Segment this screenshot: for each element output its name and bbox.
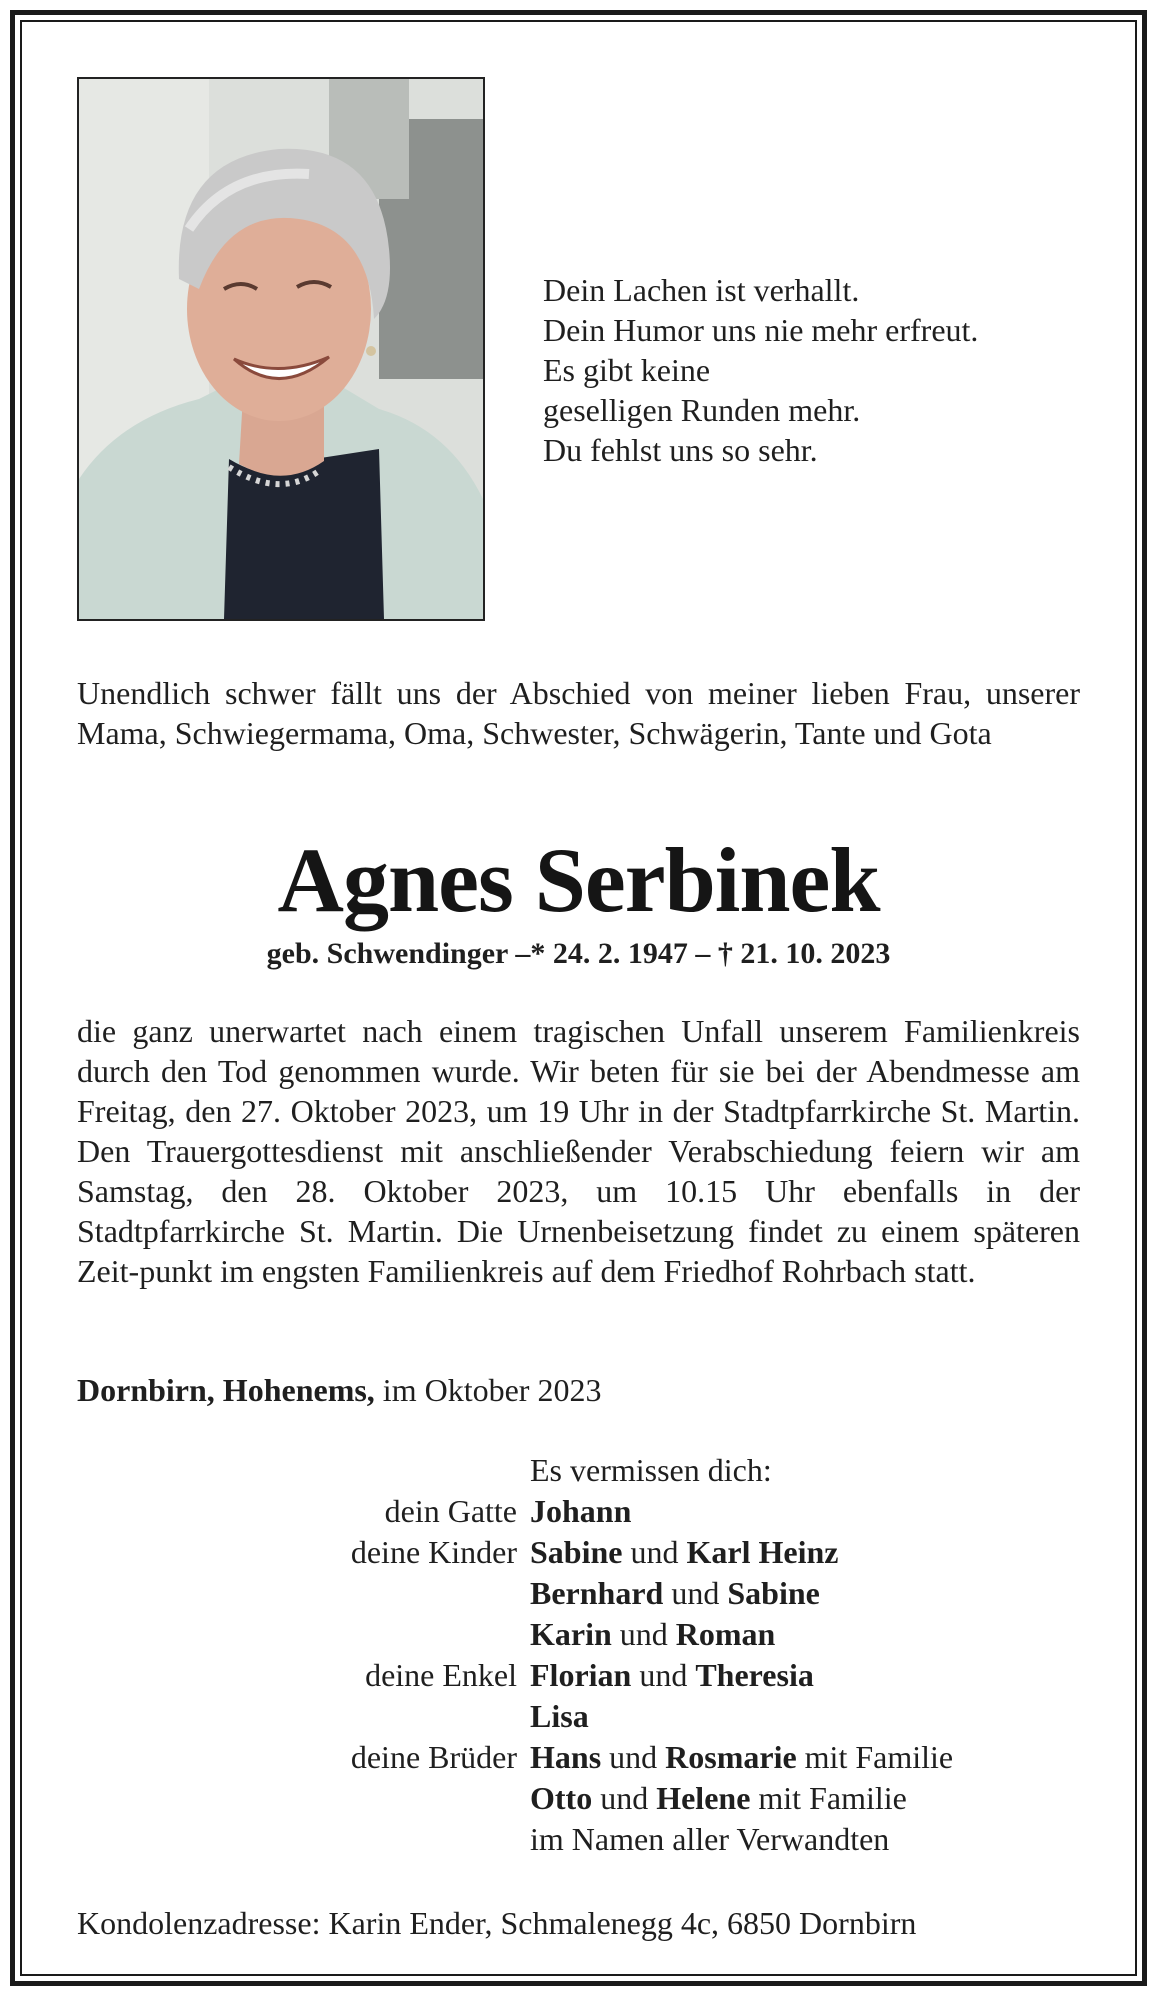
memorial-poem — [543, 270, 1103, 470]
mourner-role — [77, 1696, 530, 1737]
mourners-list — [77, 1450, 1080, 1860]
mourner-name: Lisa — [530, 1698, 589, 1734]
mourner-conjunction: und — [592, 1780, 657, 1816]
mourner-suffix: mit Familie — [796, 1739, 954, 1775]
mourner-conjunction: und — [601, 1739, 666, 1775]
mourner-row — [77, 1532, 1080, 1573]
mourner-role: deine Kinder — [350, 1534, 517, 1570]
mourner-name: Karl Heinz — [686, 1534, 839, 1570]
mourner-role: deine Brüder — [350, 1739, 517, 1775]
poem-line: Dein Humor uns nie mehr erfreut. — [543, 312, 979, 348]
mourner-row — [77, 1491, 1080, 1532]
mourner-names — [530, 1696, 1080, 1737]
mourner-suffix: mit Familie — [750, 1780, 907, 1816]
mourner-name: Bernhard — [530, 1575, 664, 1611]
mourner-name: Sabine — [530, 1534, 623, 1570]
mourner-role: deine Enkel — [365, 1657, 517, 1693]
portrait-photo — [77, 77, 485, 621]
mourner-name: Hans — [530, 1739, 602, 1775]
mourner-name: Rosmarie — [665, 1739, 797, 1775]
mourner-name: Helene — [656, 1780, 751, 1816]
poem-line: Dein Lachen ist verhallt. — [543, 272, 860, 308]
poem-line: Du fehlst uns so sehr. — [543, 432, 818, 468]
mourner-row — [77, 1573, 1080, 1614]
mourner-row — [77, 1737, 1080, 1778]
mourner-role — [77, 1614, 530, 1655]
condolence-address: Kondolenzadresse: Karin Ender, Schmalenegg 4c, 6850 Dornbirn — [77, 1905, 917, 1941]
mourner-conjunction: und — [631, 1657, 696, 1693]
mourners-closing: im Namen aller Verwandten — [530, 1821, 890, 1857]
mourner-conjunction: und — [622, 1534, 687, 1570]
poem-line: Es gibt keine — [543, 352, 711, 388]
mourner-names — [530, 1737, 1080, 1778]
mourner-row — [77, 1778, 1080, 1819]
birth-death-dates: geb. Schwendinger –* 24. 2. 1947 – † 21. 10. 2023 — [266, 937, 891, 970]
mourner-name: Karin — [530, 1616, 612, 1652]
funeral-details — [77, 1011, 1080, 1291]
mourner-role — [77, 1573, 530, 1614]
deceased-name: Agnes Serbinek — [277, 829, 880, 931]
mourners-heading-row — [77, 1450, 1080, 1491]
mourner-names — [530, 1491, 1080, 1532]
place-date: im Oktober 2023 — [382, 1372, 602, 1408]
place-date-line — [77, 1370, 601, 1410]
mourner-name: Otto — [530, 1780, 593, 1816]
mourner-role: dein Gatte — [384, 1493, 517, 1529]
place-cities: Dornbirn, Hohenems, — [77, 1372, 375, 1408]
mourner-row — [77, 1696, 1080, 1737]
mourner-conjunction: und — [663, 1575, 728, 1611]
mourner-role — [77, 1778, 530, 1819]
mourner-row — [77, 1614, 1080, 1655]
funeral-details-text: die ganz unerwartet nach einem tragischen Unfall unserem Familienkreis durch den Tod genommen wurde. Wir beten für sie bei der Abendmesse am Freitag, den 27. Oktober 2023, um 19 Uhr in der Stadtpfarrkirche St. Martin. Den Trauergottesdienst mit anschließender Verabschiedung feiern wir am Samstag, den 28. Oktober 2023, um 10.15 Uhr ebenfalls in der Stadtpfarrkirche St. Martin. Die Urnenbeisetzung findet zu einem späteren Zeit-punkt im engsten Familienkreis auf dem Friedhof Rohrbach statt. — [77, 1013, 1080, 1289]
mourner-name: Florian — [530, 1657, 632, 1693]
mourner-name: Sabine — [727, 1575, 820, 1611]
mourners-closing-row — [77, 1819, 1080, 1860]
mourner-names — [530, 1655, 1080, 1696]
mourner-names — [530, 1614, 1080, 1655]
intro-paragraph: Unendlich schwer fällt uns der Abschied von meiner lieben Frau, unserer Mama, Schwiegermama, Oma, Schwester, Schwägerin, Tante und Gota — [77, 675, 1080, 751]
mourner-row — [77, 1655, 1080, 1696]
poem-line: geselligen Runden mehr. — [543, 392, 861, 428]
mourner-names — [530, 1532, 1080, 1573]
mourner-conjunction: und — [611, 1616, 676, 1652]
mourner-name: Theresia — [695, 1657, 814, 1693]
mourner-name: Roman — [675, 1616, 776, 1652]
mourner-name: Johann — [530, 1493, 632, 1529]
mourners-heading: Es vermissen dich: — [530, 1452, 772, 1488]
mourner-names — [530, 1778, 1080, 1819]
portrait-illustration — [79, 79, 483, 619]
mourner-names — [530, 1573, 1080, 1614]
